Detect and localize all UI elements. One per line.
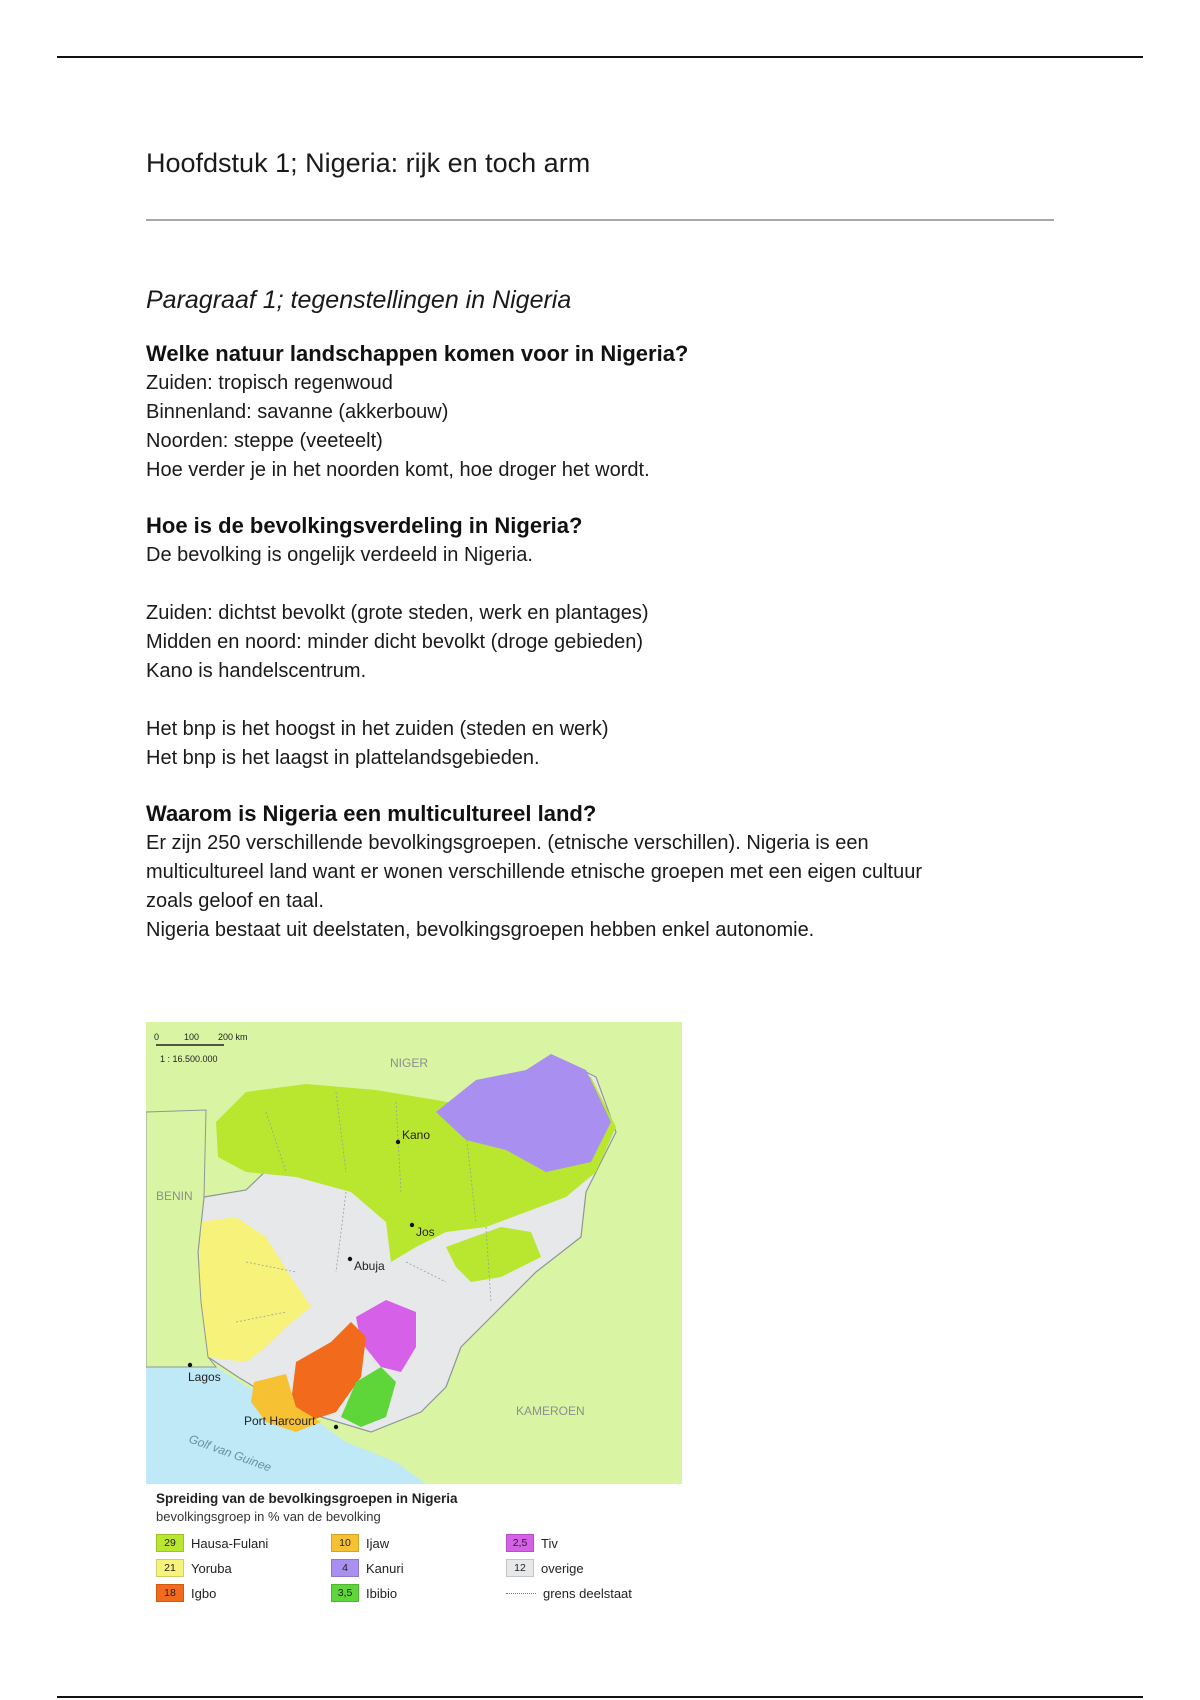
legend-subtitle: bevolkingsgroep in % van de bevolking xyxy=(156,1509,381,1524)
document-body xyxy=(146,142,1056,945)
section-heading: Hoe is de bevolkingsverdeling in Nigeria? xyxy=(146,513,583,538)
scale-ratio: 1 : 16.500.000 xyxy=(160,1054,218,1064)
line-gap xyxy=(146,570,1056,599)
scale-tick-200: 200 km xyxy=(218,1032,248,1042)
legend-label: Ijaw xyxy=(366,1535,390,1551)
legend-swatch: 10 xyxy=(331,1534,359,1552)
section-line: zoals geloof en taal. xyxy=(146,890,324,912)
legend-item-ijaw xyxy=(331,1534,389,1552)
line-gap xyxy=(146,686,1056,715)
label-kameroen: KAMEROEN xyxy=(516,1404,585,1418)
section-line: Hoe verder je in het noorden komt, hoe droger het wordt. xyxy=(146,459,650,481)
section-line: Het bnp is het hoogst in het zuiden (steden en werk) xyxy=(146,718,609,740)
legend-label: overige xyxy=(541,1560,584,1576)
top-rule xyxy=(57,56,1143,58)
section-line: Midden en noord: minder dicht bevolkt (droge gebieden) xyxy=(146,631,643,653)
city-kano: Kano xyxy=(402,1128,431,1142)
section-line: Zuiden: tropisch regenwoud xyxy=(146,372,393,394)
city-jos: Jos xyxy=(416,1225,435,1239)
legend-swatch: 29 xyxy=(156,1534,184,1552)
legend-swatch: 2,5 xyxy=(506,1534,534,1552)
legend-item-igbo xyxy=(156,1584,216,1602)
legend-swatch: 18 xyxy=(156,1584,184,1602)
section-line: Er zijn 250 verschillende bevolkingsgroepen. (etnische verschillen). Nigeria is een xyxy=(146,832,869,854)
section-line: Kano is handelscentrum. xyxy=(146,660,367,682)
nigeria-map xyxy=(146,1022,682,1484)
legend-swatch: 4 xyxy=(331,1559,359,1577)
legend-grid xyxy=(156,1530,676,1610)
section-line: Het bnp is het laagst in plattelandsgebieden. xyxy=(146,747,540,769)
section-line: Nigeria bestaat uit deelstaten, bevolkingsgroepen hebben enkel autonomie. xyxy=(146,919,815,941)
section-line: multicultureel land want er wonen verschillende etnische groepen met een eigen cultuur xyxy=(146,861,923,883)
section-multicultureel xyxy=(146,799,1056,945)
section-line: Noorden: steppe (veeteelt) xyxy=(146,430,383,452)
legend-item-kanuri xyxy=(331,1559,404,1577)
legend-label: grens deelstaat xyxy=(543,1585,632,1601)
legend-item-border xyxy=(506,1584,632,1602)
section-heading: Welke natuur landschappen komen voor in Nigeria? xyxy=(146,341,689,366)
legend-label: Igbo xyxy=(191,1585,217,1601)
legend-item-hausa-fulani xyxy=(156,1534,268,1552)
chapter-divider xyxy=(146,219,1054,221)
legend-label: Hausa-Fulani xyxy=(191,1535,269,1551)
chapter-title: Hoofdstuk 1; Nigeria: rijk en toch arm xyxy=(146,148,591,178)
ethnic-groups-map xyxy=(146,1022,682,1622)
section-bevolkingsverdeling xyxy=(146,511,1056,773)
legend-item-yoruba xyxy=(156,1559,232,1577)
legend-swatch: 3,5 xyxy=(331,1584,359,1602)
legend-label: Yoruba xyxy=(191,1560,232,1576)
section-landschappen xyxy=(146,339,1056,485)
section-line: Binnenland: savanne (akkerbouw) xyxy=(146,401,449,423)
map-legend xyxy=(156,1490,676,1610)
legend-item-tiv xyxy=(506,1534,558,1552)
section-line: De bevolking is ongelijk verdeeld in Nigeria. xyxy=(146,544,533,566)
label-benin: BENIN xyxy=(156,1189,193,1203)
legend-label: Tiv xyxy=(541,1535,558,1551)
legend-swatch: 21 xyxy=(156,1559,184,1577)
legend-label: Kanuri xyxy=(366,1560,404,1576)
section-line: Zuiden: dichtst bevolkt (grote steden, werk en plantages) xyxy=(146,602,649,624)
legend-item-ibibio xyxy=(331,1584,397,1602)
scale-tick-0: 0 xyxy=(154,1032,160,1042)
city-port-harcourt: Port Harcourt xyxy=(244,1414,316,1428)
legend-item-overige xyxy=(506,1559,584,1577)
legend-title: Spreiding van de bevolkingsgroepen in Nigeria xyxy=(156,1491,458,1506)
scale-tick-100: 100 xyxy=(184,1032,200,1042)
legend-swatch: 12 xyxy=(506,1559,534,1577)
label-niger: NIGER xyxy=(390,1056,429,1070)
section-heading: Waarom is Nigeria een multicultureel land? xyxy=(146,801,597,826)
border-sample xyxy=(506,1593,536,1594)
label-golf: Golf van Guinee xyxy=(186,1431,274,1475)
bottom-rule xyxy=(57,1696,1143,1698)
paragraph-title: Paragraaf 1; tegenstellingen in Nigeria xyxy=(146,286,572,314)
city-abuja: Abuja xyxy=(354,1259,385,1273)
legend-label: Ibibio xyxy=(366,1585,398,1601)
city-lagos: Lagos xyxy=(188,1370,221,1384)
